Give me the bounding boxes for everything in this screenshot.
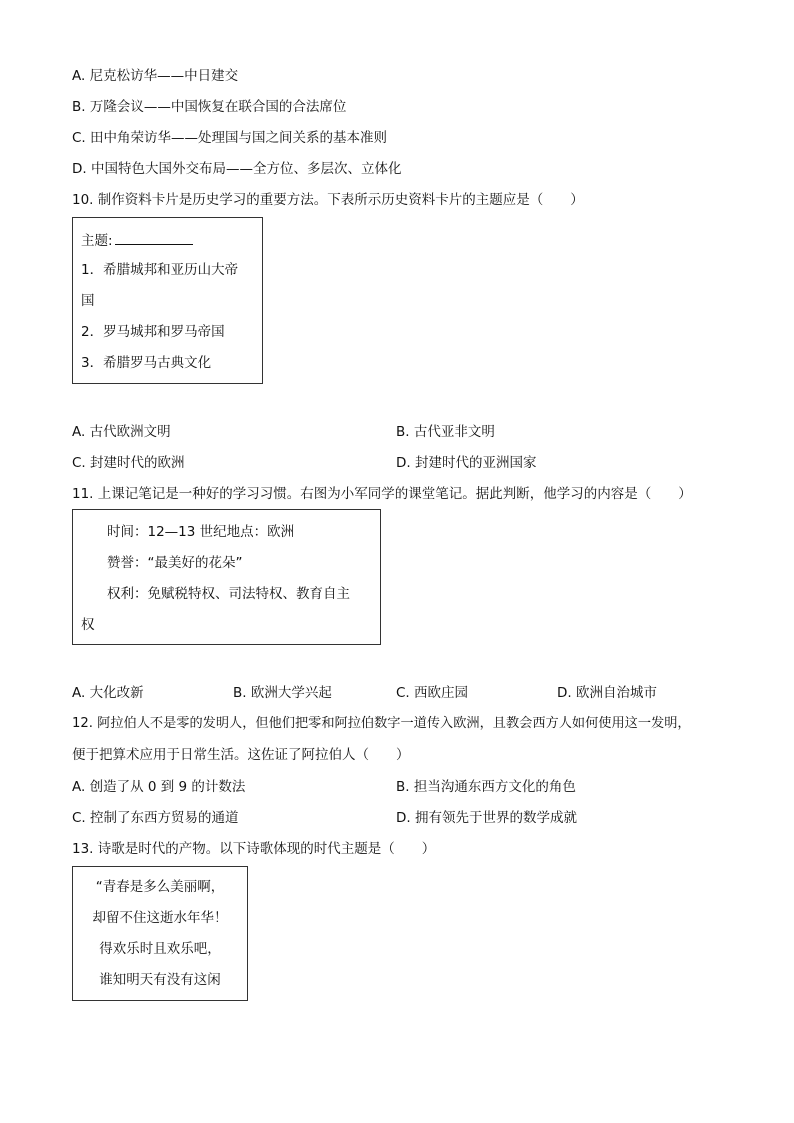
q12-stem-line2: 便于把算术应用于日常生活。这佐证了阿拉伯人（ ） [72,747,410,763]
q12-option-d: D. 拥有领先于世界的数学成就 [396,810,577,826]
q10-option-d: D. 封建时代的亚洲国家 [396,455,537,471]
q10-card-line1-cont: 国 [81,293,95,309]
q10-card-title-label: 主题: [81,233,113,249]
q10-option-b: B. 古代亚非文明 [396,424,495,440]
q12-option-a: A. 创造了从 0 到 9 的计数法 [72,779,246,795]
q9-option-d: D. 中国特色大国外交布局——全方位、多层次、立体化 [72,161,402,177]
q10-option-c: C. 封建时代的欧洲 [72,455,185,471]
q9-option-a: A. 尼克松访华——中日建交 [72,68,239,84]
q11-option-d: D. 欧洲自治城市 [557,685,657,701]
q10-card-line1: 1．希腊城邦和亚历山大帝 [81,262,239,278]
q11-option-c: C. 西欧庄园 [396,685,469,701]
q11-option-a: A. 大化改新 [72,685,144,701]
q9-option-c: C. 田中角荣访华——处理国与国之间关系的基本准则 [72,130,388,146]
q10-card-line2: 2．罗马城邦和罗马帝国 [81,324,225,340]
q11-option-b: B. 欧洲大学兴起 [233,685,332,701]
q10-stem: 10. 制作资料卡片是历史学习的重要方法。下表所示历史资料卡片的主题应是（ ） [72,192,584,208]
q12-stem-line1: 12. 阿拉伯人不是零的发明人，但他们把零和阿拉伯数字一道传入欧洲，且教会西方人如何使用这一发明， [72,716,691,731]
q11-stem: 11. 上课记笔记是一种好的学习习惯。右图为小军同学的课堂笔记。据此判断，他学习的内容是（ ） [72,486,692,502]
q10-resource-card [72,217,263,384]
q13-poem-line2: 却留不住这逝水年华！ [92,910,228,926]
q10-option-a: A. 古代欧洲文明 [72,424,171,440]
q13-poem-line1: “青春是多么美丽啊， [95,879,225,895]
q13-poem-line3: 得欢乐时且欢乐吧， [99,941,221,957]
q11-note-line2: 赞誉：“最美好的花朵” [107,555,243,571]
q13-poem-box [72,866,248,1001]
q11-note-line1: 时间：12—13 世纪地点：欧洲 [107,524,295,540]
q11-note-line3-cont: 权 [81,617,95,633]
q9-option-b: B. 万隆会议——中国恢复在联合国的合法席位 [72,99,347,115]
q10-card-title [81,230,193,250]
q10-card-line3: 3．希腊罗马古典文化 [81,355,212,371]
q11-note-line3: 权利：免赋税特权、司法特权、教育自主 [107,586,350,602]
q11-class-note [72,509,381,645]
q12-option-c: C. 控制了东西方贸易的通道 [72,810,239,826]
q13-poem-line4: 谁知明天有没有这闲 [99,972,221,988]
q10-card-title-blank [115,230,193,245]
q13-stem: 13. 诗歌是时代的产物。以下诗歌体现的时代主题是（ ） [72,841,436,857]
q12-option-b: B. 担当沟通东西方文化的角色 [396,779,576,795]
